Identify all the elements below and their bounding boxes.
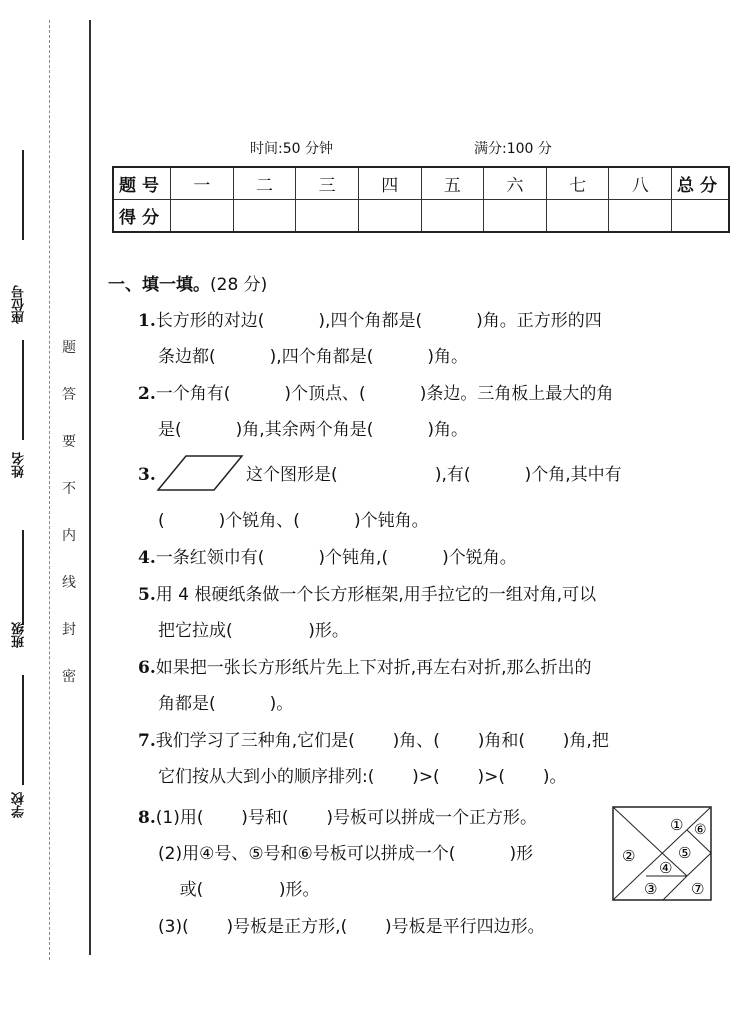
question-number: 3.	[138, 465, 156, 485]
question-number: 2.	[138, 384, 156, 404]
seal-char: 密	[62, 669, 76, 685]
question-8-part2: (2)用④号、⑤号和⑥号板可以拼成一个( )形	[158, 844, 534, 864]
score-cell[interactable]	[233, 200, 296, 233]
question-3	[138, 463, 156, 487]
score-table-header-row	[113, 167, 729, 200]
question-text: 我们学习了三种角,它们是( )角、( )角和( )角,把	[155, 731, 609, 751]
class-label: 班级	[12, 622, 27, 648]
question-text: 如果把一张长方形纸片先上下对折,再左右对折,那么折出的	[155, 658, 592, 678]
question-number: 5.	[138, 585, 156, 605]
question-5	[138, 583, 596, 607]
score-cell[interactable]	[421, 200, 484, 233]
column-header: 四	[358, 167, 421, 200]
column-header: 一	[171, 167, 234, 200]
question-4	[138, 546, 517, 570]
section-title	[108, 270, 267, 295]
exam-full-score: 满分:100 分	[474, 141, 552, 157]
school-label: 学校	[12, 792, 27, 818]
score-cell[interactable]	[609, 200, 672, 233]
column-header: 八	[609, 167, 672, 200]
seal-char: 要	[62, 434, 76, 450]
class-rule	[22, 530, 24, 625]
name-label: 姓名	[12, 452, 27, 478]
seat-number-label: 座位号	[12, 285, 27, 324]
column-header: 三	[296, 167, 359, 200]
exam-time: 时间:50 分钟	[250, 141, 333, 157]
question-number: 8.	[138, 808, 156, 828]
question-7-cont: 它们按从大到小的顺序排列:( )>( )>( )。	[158, 767, 567, 787]
score-cell[interactable]	[672, 200, 730, 233]
question-1	[138, 309, 602, 333]
question-7	[138, 729, 609, 753]
question-number: 7.	[138, 731, 156, 751]
question-2-cont: 是( )角,其余两个角是( )角。	[158, 420, 469, 440]
section-title-text: 一、填一填。	[108, 275, 210, 295]
margin-border-line	[89, 20, 91, 955]
parallelogram-figure	[156, 454, 244, 492]
question-8	[138, 806, 537, 830]
question-1-cont: 条边都( ),四个角都是( )角。	[158, 347, 469, 367]
score-cell[interactable]	[296, 200, 359, 233]
question-5-cont: 把它拉成( )形。	[158, 621, 349, 641]
column-header: 七	[546, 167, 609, 200]
seal-char: 内	[62, 528, 76, 544]
seal-char: 不	[62, 481, 76, 497]
question-number-header: 题号	[113, 167, 171, 200]
piece-4-label: ④	[659, 859, 673, 877]
score-cell[interactable]	[358, 200, 421, 233]
score-header: 得分	[113, 200, 171, 233]
question-number: 6.	[138, 658, 156, 678]
column-header: 五	[421, 167, 484, 200]
question-text: 用 4 根硬纸条做一个长方形框架,用手拉它的一组对角,可以	[155, 585, 597, 605]
score-cell[interactable]	[484, 200, 547, 233]
score-table	[112, 166, 730, 233]
question-3-cont: ( )个锐角、( )个钝角。	[158, 511, 429, 531]
question-text: 一个角有( )个顶点、( )条边。三角板上最大的角	[155, 384, 614, 404]
total-score-header: 总分	[672, 167, 730, 200]
score-cell[interactable]	[546, 200, 609, 233]
question-text: (1)用( )号和( )号板可以拼成一个正方形。	[155, 808, 538, 828]
piece-6-label: ⑥	[694, 822, 707, 838]
fold-dashed-line	[49, 20, 50, 960]
school-rule	[22, 675, 24, 785]
question-number: 1.	[138, 311, 156, 331]
seal-char: 答	[62, 387, 76, 403]
question-2	[138, 382, 613, 406]
score-cell[interactable]	[171, 200, 234, 233]
seal-char: 封	[62, 622, 76, 638]
piece-7-label: ⑦	[691, 880, 705, 898]
section-points: (28 分)	[210, 275, 268, 295]
seal-notice	[58, 337, 80, 713]
piece-1-label: ①	[670, 816, 684, 834]
name-rule	[22, 340, 24, 440]
question-8-part2-cont: 或( )形。	[158, 880, 320, 900]
seat-number-rule	[22, 150, 24, 240]
question-6-cont: 角都是( )。	[158, 694, 294, 714]
score-table-score-row	[113, 200, 729, 233]
question-3-text: 这个图形是( ),有( )个角,其中有	[246, 465, 622, 485]
piece-3-label: ③	[644, 880, 658, 898]
column-header: 二	[233, 167, 296, 200]
piece-5-label: ⑤	[678, 844, 692, 862]
question-6	[138, 656, 592, 680]
question-text: 一条红领巾有( )个钝角,( )个锐角。	[155, 548, 517, 568]
question-text: 长方形的对边( ),四个角都是( )角。正方形的四	[155, 311, 602, 331]
piece-2-label: ②	[622, 847, 636, 865]
question-8-part3: (3)( )号板是正方形,( )号板是平行四边形。	[158, 917, 545, 937]
question-number: 4.	[138, 548, 156, 568]
seal-char: 题	[62, 340, 76, 356]
tangram-figure	[612, 806, 712, 901]
column-header: 六	[484, 167, 547, 200]
seal-char: 线	[62, 575, 76, 591]
